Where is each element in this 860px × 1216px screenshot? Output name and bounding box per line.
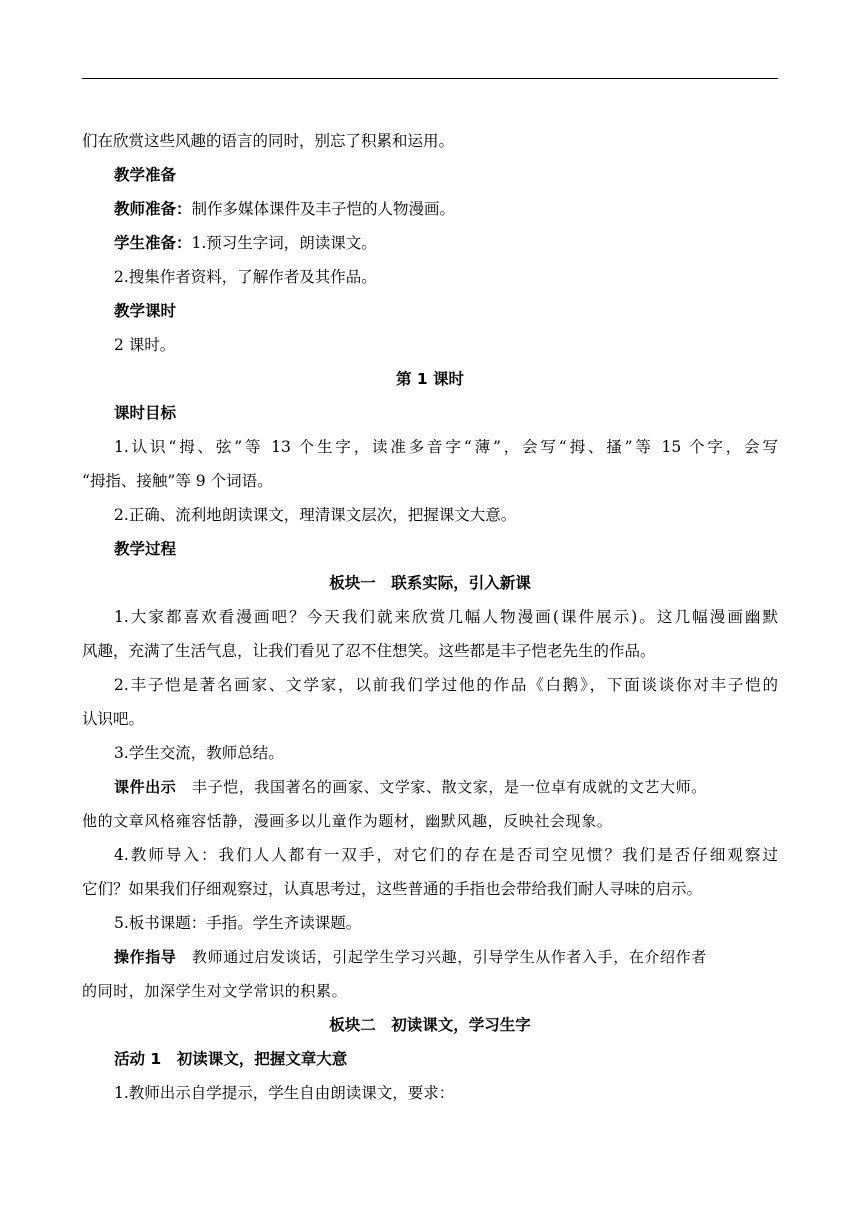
courseware-text: 丰子恺，我国著名的画家、文学家、散文家，是一位卓有成就的文艺大师。: [192, 778, 707, 796]
lesson-title: 第 1 课时: [395, 370, 465, 388]
paragraph-line: 2.搜集作者资料，了解作者及其作品。: [114, 268, 377, 286]
operation-guide-text: 教师通过启发谈话，引起学生学习兴趣，引导学生从作者入手，在介绍作者: [192, 948, 707, 966]
paragraph-line: 认识吧。: [82, 710, 145, 728]
operation-guide: [82, 940, 778, 974]
section-heading-goals: 课时目标: [114, 404, 177, 422]
paragraph-line: 2.丰子恺是著名画家、文学家，以前我们学过他的作品《白鹅》，下面谈谈你对丰子恺的: [114, 676, 778, 694]
activity-title: 初读课文，把握文章大意: [176, 1050, 348, 1068]
header-rule: [82, 78, 778, 79]
label-student-prep: 学生准备：: [114, 234, 192, 252]
paragraph-line: 1.教师出示自学提示，学生自由朗读课文，要求：: [114, 1084, 455, 1102]
paragraph-line: 1.大家都喜欢看漫画吧？今天我们就来欣赏几幅人物漫画(课件展示)。这几幅漫画幽默: [114, 608, 778, 626]
activity-label: 活动 1: [114, 1050, 162, 1068]
paragraph-line: 1.认识“拇、弦”等 13 个生字，读准多音字“薄”，会写“拇、搔”等 15 个字，会写: [114, 438, 778, 456]
section-heading-hours: 教学课时: [114, 302, 177, 320]
label-teacher-prep: 教师准备：: [114, 200, 192, 218]
paragraph-line: “拇指、接触”等 9 个词语。: [82, 472, 273, 490]
paragraph-line: 他的文章风格雍容恬静，漫画多以儿童作为题材，幽默风趣，反映社会现象。: [82, 812, 613, 830]
teacher-prep-text: 制作多媒体课件及丰子恺的人物漫画。: [191, 200, 456, 218]
paragraph-teacher-prep: [82, 192, 778, 226]
paragraph-line: 2.正确、流利地朗读课文，理清课文层次，把握课文大意。: [114, 506, 517, 524]
paragraph-line: 2 课时。: [114, 336, 176, 354]
courseware-display: [82, 770, 778, 804]
paragraph-line: 的同时，加深学生对文学常识的积累。: [82, 982, 348, 1000]
paragraph-line: 3.学生交流，教师总结。: [114, 744, 284, 762]
label-courseware: 课件出示: [114, 778, 177, 796]
paragraph-line: 风趣，充满了生活气息，让我们看见了忍不住想笑。这些都是丰子恺老先生的作品。: [82, 642, 656, 660]
paragraph-student-prep: [82, 226, 778, 260]
section-heading-process: 教学过程: [114, 540, 177, 558]
paragraph-line: 们在欣赏这些风趣的语言的同时，别忘了积累和运用。: [82, 132, 455, 150]
paragraph-line: 它们？如果我们仔细观察过，认真思考过，这些普通的手指也会带给我们耐人寻味的启示。: [82, 880, 703, 898]
section-heading-preparation: 教学准备: [114, 166, 177, 184]
paragraph-line: 4.教师导入：我们人人都有一双手，对它们的存在是否司空见惯？我们是否仔细观察过: [114, 846, 778, 864]
block-heading-one: 板块一 联系实际，引入新课: [329, 574, 531, 592]
activity-heading: [82, 1042, 778, 1076]
block-heading-two: 板块二 初读课文，学习生字: [329, 1016, 531, 1034]
student-prep-text: 1.预习生字词，朗读课文。: [191, 234, 377, 252]
document-body: [82, 124, 778, 1110]
label-operation-guide: 操作指导: [114, 948, 177, 966]
paragraph-line: 5.板书课题：手指。学生齐读课题。: [114, 914, 362, 932]
